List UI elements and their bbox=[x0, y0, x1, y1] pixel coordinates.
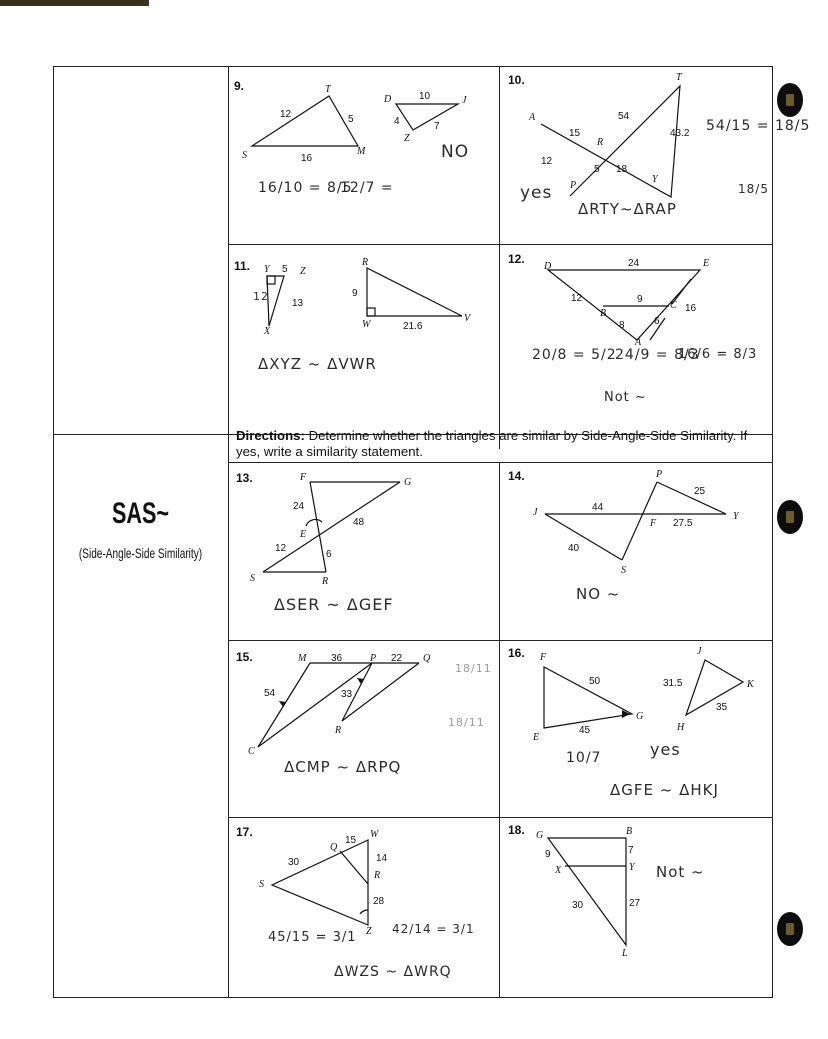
p11-side-xy: 12 bbox=[253, 290, 269, 303]
p10-label-y: Y bbox=[652, 174, 658, 185]
angle-arc-13 bbox=[306, 519, 322, 526]
p16-label-h: H bbox=[677, 722, 685, 733]
p17-work-1: 45/15 = 3/1 bbox=[268, 930, 357, 945]
p11-label-x: X bbox=[264, 326, 271, 337]
p17-label-s: S bbox=[259, 879, 264, 890]
p15-label-c: C bbox=[248, 746, 255, 757]
p18-side-yl: 27 bbox=[629, 898, 641, 909]
segment-14-js bbox=[545, 514, 622, 560]
p9-label-j: J bbox=[462, 95, 467, 106]
p9-label-d: D bbox=[384, 94, 392, 105]
p13-side-er: 6 bbox=[326, 549, 332, 560]
p17-work-2: 42/14 = 3/1 bbox=[392, 922, 475, 936]
segment-14-py bbox=[657, 482, 726, 514]
p14-answer: NO ~ bbox=[576, 585, 621, 603]
segment-17-qr bbox=[340, 851, 368, 884]
p17-label-r: R bbox=[374, 870, 381, 881]
p13-label-g: G bbox=[404, 477, 412, 488]
section-title: SAS~ bbox=[111, 497, 170, 530]
problem-9-number: 9. bbox=[234, 79, 245, 93]
p9-side-st: 12 bbox=[280, 109, 292, 120]
p17-label-z: Z bbox=[366, 926, 372, 937]
p13-label-s: S bbox=[250, 573, 255, 584]
p16-side-fg: 50 bbox=[589, 676, 601, 687]
p10-label-r: R bbox=[597, 137, 604, 148]
p16-answer: yes bbox=[650, 740, 681, 759]
p12-side-bc: 9 bbox=[637, 294, 643, 305]
right-angle-11a bbox=[267, 276, 275, 284]
p10-side-e: 5 bbox=[594, 164, 600, 175]
segment-15-rq bbox=[342, 663, 419, 721]
problem-13-number: 13. bbox=[236, 471, 253, 485]
problem-11-number: 11. bbox=[234, 259, 251, 273]
p10-side-c: 43.2 bbox=[670, 128, 690, 139]
p12-label-e: E bbox=[703, 258, 710, 269]
p12-work-2: 24/9 = 8/3 bbox=[615, 347, 700, 363]
p15-label-p: P bbox=[370, 653, 377, 664]
p14-label-s: S bbox=[621, 565, 626, 576]
p16-label-j: J bbox=[697, 646, 702, 657]
problem-17-number: 17. bbox=[236, 825, 253, 839]
p17-label-q: Q bbox=[330, 842, 338, 853]
angle-arc-17 bbox=[360, 910, 368, 914]
section-subtitle: (Side-Angle-Side Similarity) bbox=[78, 545, 203, 561]
p12-work-3: 16/6 = 8/3 bbox=[678, 347, 758, 362]
p12-work-1: 20/8 = 5/2 bbox=[532, 347, 617, 363]
triangle-9-stm bbox=[252, 96, 358, 146]
p14-side-fy: 27.5 bbox=[673, 518, 693, 529]
p16-side-jh: 31.5 bbox=[663, 678, 683, 689]
p11-label-r: R bbox=[362, 257, 369, 268]
right-angle-11b bbox=[367, 308, 375, 316]
p18-label-b: B bbox=[626, 826, 633, 837]
p14-label-j: J bbox=[533, 507, 538, 518]
p11-label-y: Y bbox=[264, 264, 270, 275]
triangle-17-wsz bbox=[272, 840, 368, 925]
p18-side-xl: 30 bbox=[572, 900, 584, 911]
p14-label-y: Y bbox=[733, 511, 739, 522]
p15-side-pr: 33 bbox=[341, 689, 353, 700]
p13-label-f: F bbox=[300, 472, 307, 483]
p13-side-eg: 48 bbox=[353, 517, 365, 528]
p11-statement: ΔXYZ ~ ΔVWR bbox=[258, 355, 377, 373]
p10-side-b: 54 bbox=[618, 111, 630, 122]
p18-label-g: G bbox=[536, 830, 544, 841]
p17-side-wr: 14 bbox=[376, 853, 388, 864]
p10-answer: yes bbox=[520, 183, 553, 203]
p13-statement: ΔSER ~ ΔGEF bbox=[274, 595, 394, 614]
p9-side-sm: 16 bbox=[301, 153, 313, 164]
p16-side-hk: 35 bbox=[716, 702, 728, 713]
p12-side-ce: 16 bbox=[685, 303, 697, 314]
triangle-16-feg bbox=[544, 667, 632, 728]
p10-work-2: 18/5 bbox=[738, 182, 769, 196]
p17-statement: ΔWZS ~ ΔWRQ bbox=[334, 964, 452, 980]
p16-label-k: K bbox=[747, 679, 754, 690]
p9-label-z: Z bbox=[404, 133, 410, 144]
p14-side-js: 40 bbox=[568, 543, 580, 554]
p15-side-mc: 54 bbox=[264, 688, 276, 699]
p13-side-fe: 24 bbox=[293, 501, 305, 512]
p17-side-rz: 28 bbox=[373, 896, 385, 907]
p12-label-a: A bbox=[635, 337, 642, 348]
p18-answer: Not ~ bbox=[656, 863, 705, 881]
p9-side-tm: 5 bbox=[348, 114, 354, 125]
p15-statement: ΔCMP ~ ΔRPQ bbox=[284, 758, 402, 776]
p11-label-w: W bbox=[362, 319, 371, 330]
p18-label-x: X bbox=[555, 865, 562, 876]
p16-statement: ΔGFE ~ ΔHKJ bbox=[610, 781, 719, 799]
p10-side-d: 12 bbox=[541, 156, 553, 167]
problem-15-number: 15. bbox=[236, 650, 253, 664]
p18-side-gx: 9 bbox=[545, 849, 551, 860]
segment-15-cp bbox=[258, 663, 372, 747]
p13-label-e: E bbox=[300, 529, 307, 540]
p10-statement: ΔRTY~ΔRAP bbox=[578, 200, 677, 218]
p15-side-mp: 36 bbox=[331, 653, 343, 664]
p14-label-p: P bbox=[656, 469, 663, 480]
triangle-11-rwv bbox=[367, 268, 462, 316]
p12-label-b: B bbox=[600, 308, 607, 319]
triangle-10-lines bbox=[541, 86, 680, 197]
p15-label-q: Q bbox=[423, 653, 431, 664]
p10-label-p: P bbox=[570, 180, 577, 191]
p10-work-1: 54/15 = 18/5 bbox=[706, 118, 811, 134]
p9-label-s: S bbox=[242, 150, 247, 161]
p11-side-yz: 5 bbox=[282, 264, 288, 275]
p16-side-eg: 45 bbox=[579, 725, 591, 736]
p9-side-dj: 10 bbox=[419, 91, 431, 102]
p12-label-c: C bbox=[670, 300, 677, 311]
p16-work: 10/7 bbox=[566, 750, 602, 766]
problem-12-number: 12. bbox=[508, 252, 525, 266]
p12-answer: Not ~ bbox=[604, 390, 647, 405]
p9-side-dz: 4 bbox=[394, 116, 400, 127]
triangle-9-djz bbox=[396, 104, 458, 130]
p13-side-se: 12 bbox=[275, 543, 287, 554]
p11-label-z: Z bbox=[300, 266, 306, 277]
p16-label-g: G bbox=[636, 711, 644, 722]
p15-side-pq: 22 bbox=[391, 653, 403, 664]
p12-side-ac: 6 bbox=[654, 316, 660, 327]
p15-label-m: M bbox=[298, 653, 307, 664]
p18-label-y: Y bbox=[629, 862, 635, 873]
p18-label-l: L bbox=[622, 948, 628, 959]
triangle-18-gbl bbox=[548, 838, 626, 945]
p11-side-wv: 21.6 bbox=[403, 321, 423, 332]
p17-side-sq: 30 bbox=[288, 857, 300, 868]
problem-18-number: 18. bbox=[508, 823, 525, 837]
p10-label-a: A bbox=[529, 112, 536, 123]
triangle-16-jhk bbox=[686, 660, 743, 715]
p11-label-v: V bbox=[464, 313, 471, 324]
p12-side-db: 12 bbox=[571, 293, 583, 304]
directions-body: Determine whether the triangles are similar by Side-Angle-Side Similarity. If yes, write a similarity statement. bbox=[236, 428, 748, 459]
p10-side-a: 15 bbox=[569, 128, 581, 139]
directions-label: Directions: bbox=[236, 428, 305, 443]
p17-label-w: W bbox=[370, 829, 379, 840]
p16-label-e: E bbox=[533, 732, 540, 743]
segment-13-fr bbox=[310, 482, 326, 572]
p12-side-de: 24 bbox=[628, 258, 640, 269]
p9-label-m: M bbox=[357, 146, 366, 157]
problem-16-number: 16. bbox=[508, 646, 525, 660]
p15-label-r: R bbox=[335, 725, 342, 736]
problem-10-number: 10. bbox=[508, 73, 525, 87]
p14-side-py: 25 bbox=[694, 486, 706, 497]
p14-label-f: F bbox=[650, 518, 657, 529]
p11-side-xz: 13 bbox=[292, 298, 304, 309]
p15-faint-work-1: 18/11 bbox=[455, 662, 492, 675]
problem-14-number: 14. bbox=[508, 469, 525, 483]
p9-label-t: T bbox=[325, 84, 331, 95]
p17-side-qw: 15 bbox=[345, 835, 357, 846]
p12-label-d: D bbox=[544, 261, 552, 272]
p9-work-1: 16/10 = 8/5 bbox=[258, 180, 353, 196]
p16-label-f: F bbox=[540, 652, 547, 663]
p11-side-rw: 9 bbox=[352, 288, 358, 299]
p15-faint-work-2: 18/11 bbox=[448, 716, 485, 729]
p13-label-r: R bbox=[322, 576, 329, 587]
p12-side-ba: 8 bbox=[619, 320, 625, 331]
p10-label-t: T bbox=[676, 72, 682, 83]
p9-work-2: 12/7 = bbox=[340, 180, 394, 196]
p10-side-f: 18 bbox=[616, 164, 628, 175]
p18-side-by: 7 bbox=[628, 845, 634, 856]
p9-side-zj: 7 bbox=[434, 121, 440, 132]
p14-side-jf: 44 bbox=[592, 502, 604, 513]
p9-answer: NO bbox=[441, 142, 470, 162]
